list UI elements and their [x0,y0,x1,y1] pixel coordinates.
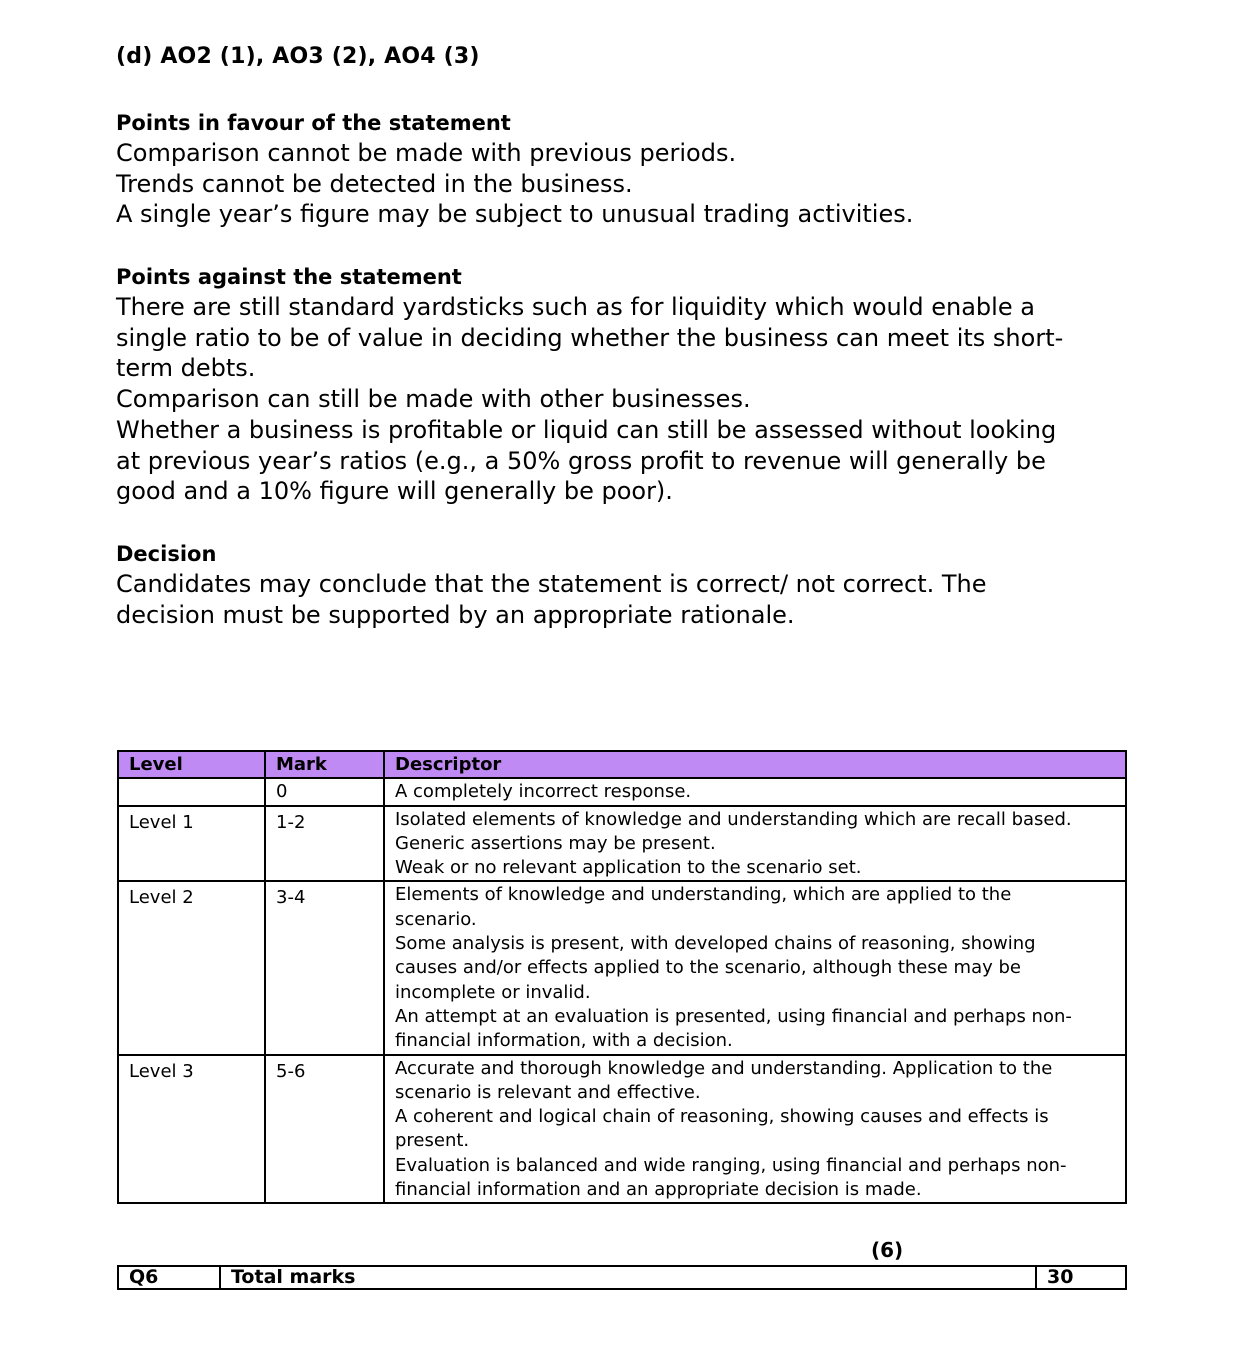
point-line: single ratio to be of value in deciding whether the business can meet its short- [116,323,1064,352]
descriptor-cell [384,1055,1126,1204]
descriptor-line: scenario. [395,908,477,930]
decision-line: Candidates may conclude that the statement is correct/ not correct. The [116,570,987,598]
descriptor-line: present. [395,1130,470,1152]
descriptor-line: Evaluation is balanced and wide ranging, using financial and perhaps non- [395,1154,1067,1176]
point-line: Trends cannot be detected in the business. [116,169,633,198]
point-line: There are still standard yardsticks such as for liquidity which would enable a [116,293,1035,321]
section-title: Points in favour of the statement [116,111,511,135]
table-row [118,1055,1126,1204]
table-row [118,806,1126,882]
section-title: Decision [116,542,217,566]
total-marks-label: Total marks [220,1266,1036,1289]
descriptor-line: Elements of knowledge and understanding, which are applied to the [395,884,1012,906]
level-cell: Level 2 [118,881,265,1054]
point-line: A single year’s figure may be subject to unusual trading activities. [116,200,914,229]
table-row [118,881,1126,1054]
descriptor-cell [384,806,1126,882]
section-title: Points against the statement [116,265,462,289]
section-points-in-favour [116,108,1126,230]
decision-line: decision must be supported by an appropriate rationale. [116,600,795,629]
section-points-against [116,262,1126,507]
descriptor-line: Generic assertions may be present. [395,832,716,854]
descriptor-line: financial information and an appropriate decision is made. [395,1179,922,1201]
descriptor-line: An attempt at an evaluation is presented, using financial and perhaps non- [395,1005,1072,1027]
descriptor-line: Accurate and thorough knowledge and understanding. Application to the [395,1057,1053,1079]
question-number: Q6 [118,1266,220,1289]
descriptor-line: scenario is relevant and effective. [395,1081,701,1103]
total-marks-table [117,1265,1127,1290]
descriptor-line: A coherent and logical chain of reasoning, showing causes and effects is [395,1106,1049,1128]
header-level: Level [118,751,265,778]
point-line: term debts. [116,354,256,383]
table-header-row [118,751,1126,778]
point-line: good and a 10% figure will generally be poor). [116,477,673,506]
descriptor-line: incomplete or invalid. [395,981,591,1003]
total-row [118,1266,1126,1289]
point-line: at previous year’s ratios (e.g., a 50% gross profit to revenue will generally be [116,446,1046,475]
table-row [118,778,1126,805]
header-descriptor: Descriptor [384,751,1126,778]
descriptor-line: Isolated elements of knowledge and understanding which are recall based. [395,808,1072,830]
descriptor-cell [384,778,1126,805]
level-cell [118,778,265,805]
mark-cell: 5-6 [265,1055,384,1204]
descriptor-line: Some analysis is present, with developed chains of reasoning, showing [395,933,1036,955]
descriptor-cell [384,881,1126,1054]
header-mark: Mark [265,751,384,778]
descriptor-line: A completely incorrect response. [395,781,692,803]
mark-cell: 1-2 [265,806,384,882]
levels-mark-table [117,750,1127,1204]
point-line: Comparison cannot be made with previous periods. [116,139,737,167]
question-heading: (d) AO2 (1), AO3 (2), AO4 (3) [116,44,480,69]
level-cell: Level 1 [118,806,265,882]
section-decision [116,539,1126,630]
point-line: Comparison can still be made with other businesses. [116,385,751,414]
descriptor-line: financial information, with a decision. [395,1030,733,1052]
descriptor-line: causes and/or effects applied to the scenario, although these may be [395,957,1021,979]
total-marks-value: 30 [1036,1266,1126,1289]
mark-cell: 0 [265,778,384,805]
mark-cell: 3-4 [265,881,384,1054]
point-line: Whether a business is profitable or liquid can still be assessed without looking [116,415,1057,444]
part-marks: (6) [871,1238,904,1262]
level-cell: Level 3 [118,1055,265,1204]
descriptor-line: Weak or no relevant application to the scenario set. [395,857,862,879]
